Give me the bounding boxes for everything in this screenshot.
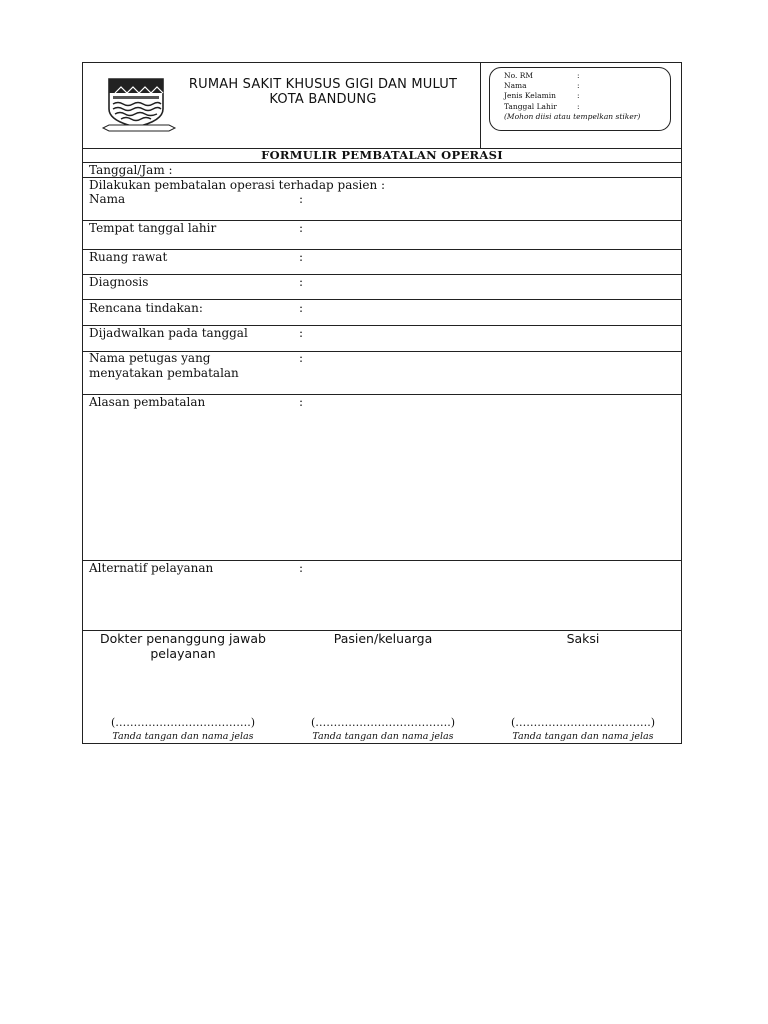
signature-line-patient: (……………………………….)	[310, 716, 456, 729]
patient-sticker-box	[489, 67, 671, 131]
divider-line	[83, 274, 681, 275]
field-label-tempat-tanggal-lahir: Tempat tanggal lahir	[89, 221, 217, 235]
signature-role-line1: Pasien/keluarga	[333, 631, 433, 646]
field-label-dijadwalkan: Dijadwalkan pada tanggal	[89, 326, 248, 340]
signature-role-doctor	[85, 631, 281, 661]
field-label-diagnosis: Diagnosis	[89, 275, 149, 289]
signature-line-witness: (……………………………….)	[510, 716, 656, 729]
signature-role-line1: Saksi	[566, 631, 600, 646]
sticker-note: (Mohon diisi atau tempelkan stiker)	[504, 111, 641, 121]
sticker-row-tanggal-lahir: Tanggal Lahir :	[504, 101, 580, 111]
tanggal-jam-label: Tanggal/Jam :	[89, 163, 173, 177]
hospital-name-line1: RUMAH SAKIT KHUSUS GIGI DAN MULUT	[188, 77, 458, 92]
form-header	[83, 63, 681, 149]
intro-text: Dilakukan pembatalan operasi terhadap pasien :	[89, 178, 386, 192]
field-colon: :	[299, 221, 304, 235]
divider-line	[83, 162, 681, 163]
signature-role-patient	[285, 631, 481, 646]
divider-line	[83, 249, 681, 250]
field-colon: :	[299, 301, 304, 315]
signature-caption-patient: Tanda tangan dan nama jelas	[312, 731, 454, 742]
field-colon: :	[299, 395, 304, 409]
field-colon: :	[299, 275, 304, 289]
signature-caption-doctor: Tanda tangan dan nama jelas	[112, 731, 254, 742]
signature-line-doctor: (……………………………….)	[110, 716, 256, 729]
signature-role-line2: pelayanan	[150, 646, 216, 661]
bandung-city-logo	[101, 71, 177, 135]
header-divider	[480, 63, 481, 148]
field-colon: :	[299, 351, 304, 365]
hospital-name	[173, 77, 473, 107]
sticker-row-nama: Nama :	[504, 81, 580, 91]
field-colon: :	[299, 561, 304, 575]
field-label-rencana-tindakan: Rencana tindakan:	[89, 301, 203, 315]
field-colon: :	[299, 192, 304, 206]
field-label-alternatif-pelayanan: Alternatif pelayanan	[89, 561, 214, 575]
signature-role-witness	[485, 631, 681, 646]
field-label-ruang-rawat: Ruang rawat	[89, 250, 168, 264]
field-label-petugas-line1: Nama petugas yang	[89, 351, 211, 365]
divider-line	[83, 299, 681, 300]
cancellation-form	[82, 62, 682, 744]
field-label-alasan-pembatalan: Alasan pembatalan	[89, 395, 206, 409]
signature-role-line1: Dokter penanggung jawab	[100, 631, 266, 646]
field-colon: :	[299, 250, 304, 264]
hospital-name-line2: KOTA BANDUNG	[269, 92, 377, 107]
sticker-row-jenis-kelamin: Jenis Kelamin :	[504, 91, 580, 101]
signature-caption-witness: Tanda tangan dan nama jelas	[512, 731, 654, 742]
sticker-row-no-rm: No. RM :	[504, 71, 580, 80]
field-label-nama: Nama	[89, 192, 126, 206]
field-label-petugas-line2: menyatakan pembatalan	[89, 366, 239, 380]
field-colon: :	[299, 326, 304, 340]
form-title: FORMULIR PEMBATALAN OPERASI	[261, 148, 503, 162]
